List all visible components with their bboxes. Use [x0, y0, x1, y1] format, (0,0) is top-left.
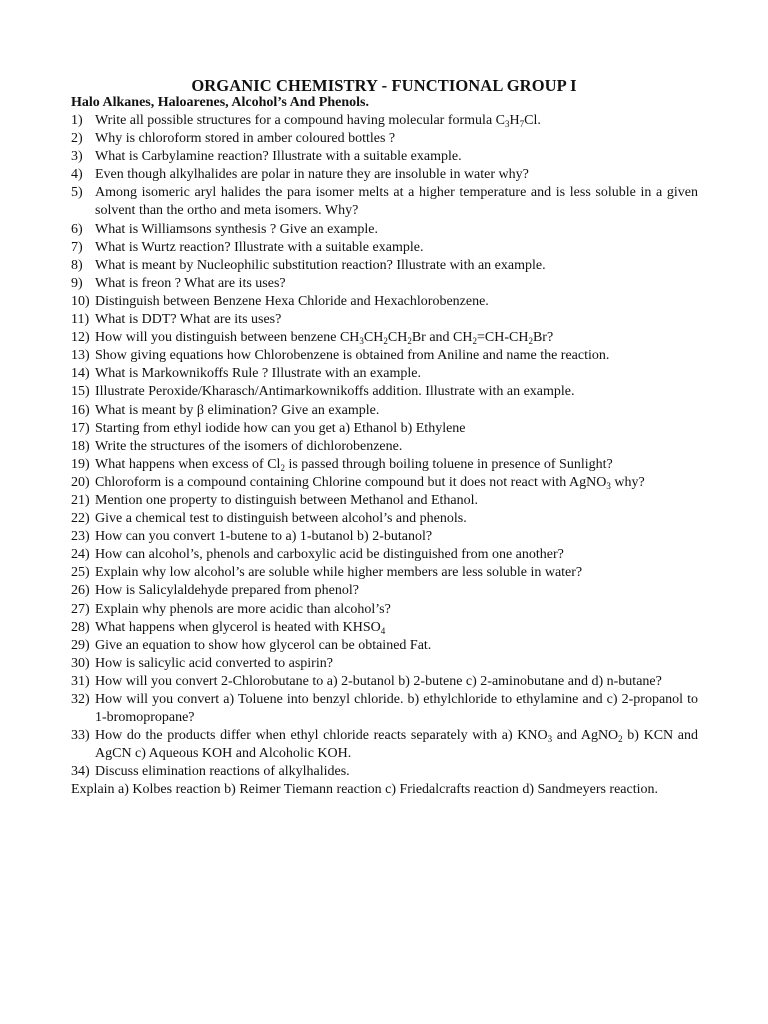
question-item — [71, 221, 698, 239]
question-number: 21) — [71, 492, 90, 508]
question-item — [71, 655, 698, 673]
question-item — [71, 691, 698, 727]
question-number: 16) — [71, 402, 90, 418]
question-text — [95, 421, 466, 436]
question-text — [95, 674, 662, 689]
question-text-part: Br? — [532, 330, 554, 346]
question-text — [95, 565, 582, 580]
question-number: 15) — [71, 384, 90, 400]
question-text — [95, 384, 575, 399]
question-text-part: How will you distinguish between benzene CH — [95, 330, 360, 346]
question-text-part: What is meant by β elimination? Give an example. — [95, 402, 380, 418]
question-number: 19) — [71, 456, 90, 472]
page-subtitle: Halo Alkanes, Haloarenes, Alcohol’s And Phenols. — [71, 95, 369, 110]
question-item — [71, 763, 698, 781]
question-text — [95, 330, 553, 345]
question-text — [95, 656, 333, 671]
question-number: 33) — [71, 728, 90, 744]
question-text-part: and AgNO — [552, 728, 619, 744]
question-item — [71, 311, 698, 329]
question-text — [95, 728, 698, 761]
subscript: 2 — [280, 462, 285, 473]
question-text-part: is passed through boiling toluene in presence of Sunlight? — [284, 456, 613, 472]
question-item — [71, 510, 698, 528]
question-number: 27) — [71, 601, 90, 617]
question-text-part: Why is chloroform stored in amber coloured bottles ? — [95, 131, 396, 147]
question-number: 4) — [71, 167, 83, 183]
question-number: 34) — [71, 764, 90, 780]
question-text — [95, 583, 359, 598]
question-text — [95, 240, 423, 255]
question-item — [71, 365, 698, 383]
question-number: 31) — [71, 673, 90, 689]
question-item — [71, 564, 698, 582]
question-text-part: Give a chemical test to distinguish between alcohol’s and phenols. — [95, 511, 467, 527]
question-item — [71, 474, 698, 492]
subscript: 2 — [618, 734, 623, 745]
question-text — [95, 638, 431, 653]
subscript: 3 — [505, 119, 510, 129]
question-number: 25) — [71, 565, 90, 581]
question-text — [95, 167, 529, 182]
question-item — [71, 383, 698, 401]
question-text-part: What happens when glycerol is heated with KHSO — [95, 619, 381, 635]
question-number: 26) — [71, 583, 90, 599]
question-text — [95, 294, 489, 309]
question-text-part: How is salicylic acid converted to aspirin? — [95, 655, 333, 671]
subscript: 3 — [547, 734, 553, 745]
question-text — [95, 131, 395, 146]
question-text-part: Cl. — [524, 113, 541, 128]
question-number: 13) — [71, 348, 90, 364]
question-text-part: H — [509, 113, 520, 128]
question-text-part: What is Wurtz reaction? Illustrate with a suitable example. — [95, 239, 424, 255]
question-text-part: CH — [363, 330, 384, 346]
question-item — [71, 112, 698, 130]
question-text-part: What is Carbylamine reaction? Illustrate with a suitable example. — [95, 149, 462, 165]
question-text-part: Starting from ethyl iodide how can you get a) Ethanol b) Ethylene — [95, 420, 466, 436]
question-text — [95, 258, 546, 273]
question-text-part: Write all possible structures for a compound having molecular formula C — [95, 113, 505, 128]
question-number: 17) — [71, 420, 90, 436]
question-text — [95, 529, 432, 544]
subscript: 7 — [519, 119, 525, 129]
question-number: 14) — [71, 366, 90, 382]
subscript: 3 — [359, 336, 364, 347]
question-text — [95, 149, 462, 164]
question-number: 32) — [71, 692, 90, 707]
question-text-part: Write the structures of the isomers of dichlorobenzene. — [95, 438, 403, 454]
question-number: 10) — [71, 293, 90, 309]
question-text — [95, 113, 541, 128]
question-text-part: How do the products differ when ethyl chloride reacts separately with a) KNO — [95, 728, 548, 744]
question-number: 28) — [71, 619, 90, 635]
question-item — [71, 601, 698, 619]
question-text-part: Show giving equations how Chlorobenzene is obtained from Aniline and name the reaction. — [95, 348, 610, 364]
question-text — [95, 764, 350, 779]
question-number: 11) — [71, 312, 90, 328]
question-item — [71, 293, 698, 311]
question-item — [71, 420, 698, 438]
question-item — [71, 130, 698, 148]
question-text-part: How is Salicylaldehyde prepared from phenol? — [95, 583, 359, 599]
question-text — [95, 439, 402, 454]
question-item — [71, 275, 698, 293]
question-text — [95, 493, 478, 508]
question-number: 9) — [71, 275, 83, 291]
question-number: 22) — [71, 511, 90, 527]
subscript: 2 — [472, 336, 477, 347]
question-item — [71, 239, 698, 257]
question-text — [95, 475, 645, 490]
question-number: 30) — [71, 655, 90, 671]
question-item — [71, 402, 698, 420]
question-text — [95, 366, 421, 381]
question-text-part: b) KCN and AgCN c) Aqueous KOH and Alcoholic KOH. — [95, 728, 699, 762]
question-text — [95, 276, 286, 291]
question-number: 20) — [71, 474, 90, 490]
question-text-part: What is DDT? What are its uses? — [95, 312, 282, 328]
question-number: 23) — [71, 529, 90, 545]
question-text-part: What is meant by Nucleophilic substitution reaction? Illustrate with an example. — [95, 257, 546, 273]
question-text-part: Distinguish between Benzene Hexa Chloride and Hexachlorobenzene. — [95, 293, 489, 309]
question-number: 5) — [71, 185, 83, 201]
question-text-part: Among isomeric aryl halides the para isomer melts at a higher temperature and is less soluble in a given solvent than the ortho and meta isomers. Why? — [95, 185, 698, 219]
question-number: 12) — [71, 330, 90, 346]
question-item — [71, 546, 698, 564]
question-text-part: What happens when excess of Cl — [95, 456, 281, 472]
question-text-part: How will you convert a) Toluene into benzyl chloride. b) ethylchloride to ethylamine and c) 2-propanol to 1-bromopropane? — [95, 692, 698, 726]
question-item — [71, 166, 698, 184]
question-text — [95, 312, 281, 327]
question-text — [95, 620, 385, 635]
question-text — [95, 403, 379, 418]
question-text-part: What is Williamsons synthesis ? Give an example. — [95, 221, 379, 237]
question-item — [71, 673, 698, 691]
question-text-part: =CH-CH — [476, 330, 529, 346]
question-item — [71, 257, 698, 275]
question-text-part: Give an equation to show how glycerol can be obtained Fat. — [95, 637, 432, 653]
subscript: 2 — [528, 336, 533, 347]
question-text — [95, 692, 698, 725]
question-item — [71, 184, 698, 220]
question-text — [95, 511, 467, 526]
question-text-part: Mention one property to distinguish between Methanol and Ethanol. — [95, 492, 478, 508]
question-text-part: Even though alkylhalides are polar in nature they are insoluble in water why? — [95, 167, 529, 183]
question-number: 1) — [71, 113, 83, 128]
question-text-part: Explain why low alcohol’s are soluble while higher members are less soluble in water? — [95, 565, 583, 581]
question-item — [71, 456, 698, 474]
question-item — [71, 619, 698, 637]
question-text-part: Br and CH — [411, 330, 473, 346]
question-number: 8) — [71, 257, 83, 273]
question-text — [95, 348, 609, 363]
question-text-part: What is freon ? What are its uses? — [95, 275, 286, 291]
final-question: Explain a) Kolbes reaction b) Reimer Tiemann reaction c) Friedalcrafts reaction d) Sandmeyers reaction. — [71, 782, 659, 798]
question-text-part: why? — [610, 474, 645, 490]
question-number: 7) — [71, 239, 83, 255]
subscript: 4 — [380, 625, 386, 636]
question-text — [95, 222, 378, 237]
question-text-part: CH — [387, 330, 408, 346]
question-item — [71, 329, 698, 347]
question-text — [95, 457, 613, 472]
question-text-part: What is Markownikoffs Rule ? Illustrate with an example. — [95, 366, 421, 382]
question-list — [71, 112, 698, 800]
subscript: 2 — [407, 336, 412, 347]
question-text-part: How can you convert 1-butene to a) 1-butanol b) 2-butanol? — [95, 529, 433, 545]
question-item — [71, 438, 698, 456]
question-number: 18) — [71, 438, 90, 454]
question-text — [95, 185, 698, 218]
question-text-part: How can alcohol’s, phenols and carboxylic acid be distinguished from one another? — [95, 547, 564, 563]
question-text-part: Illustrate Peroxide/Kharasch/Antimarkownikoffs addition. Illustrate with an example. — [95, 384, 575, 400]
question-text — [95, 602, 391, 617]
question-item — [71, 528, 698, 546]
question-text-part: How will you convert 2-Chlorobutane to a) 2-butanol b) 2-butene c) 2-aminobutane and d) n-butane? — [95, 673, 662, 689]
question-item — [71, 148, 698, 166]
question-text-part: Explain why phenols are more acidic than alcohol’s? — [95, 601, 391, 617]
question-number: 24) — [71, 547, 90, 563]
question-text — [95, 547, 564, 562]
subscript: 3 — [606, 480, 611, 491]
question-item — [71, 347, 698, 365]
page-title: ORGANIC CHEMISTRY - FUNCTIONAL GROUP I — [191, 76, 577, 95]
question-number: 2) — [71, 131, 83, 147]
question-item — [71, 637, 698, 655]
question-number: 3) — [71, 149, 83, 165]
subscript: 2 — [383, 336, 388, 347]
question-item — [71, 492, 698, 510]
question-number: 6) — [71, 221, 83, 237]
question-number: 29) — [71, 637, 90, 653]
question-text-part: Chloroform is a compound containing Chlorine compound but it does not react with AgNO — [95, 474, 607, 490]
question-item — [71, 727, 698, 763]
question-text-part: Discuss elimination reactions of alkylhalides. — [95, 764, 350, 780]
question-item — [71, 582, 698, 600]
